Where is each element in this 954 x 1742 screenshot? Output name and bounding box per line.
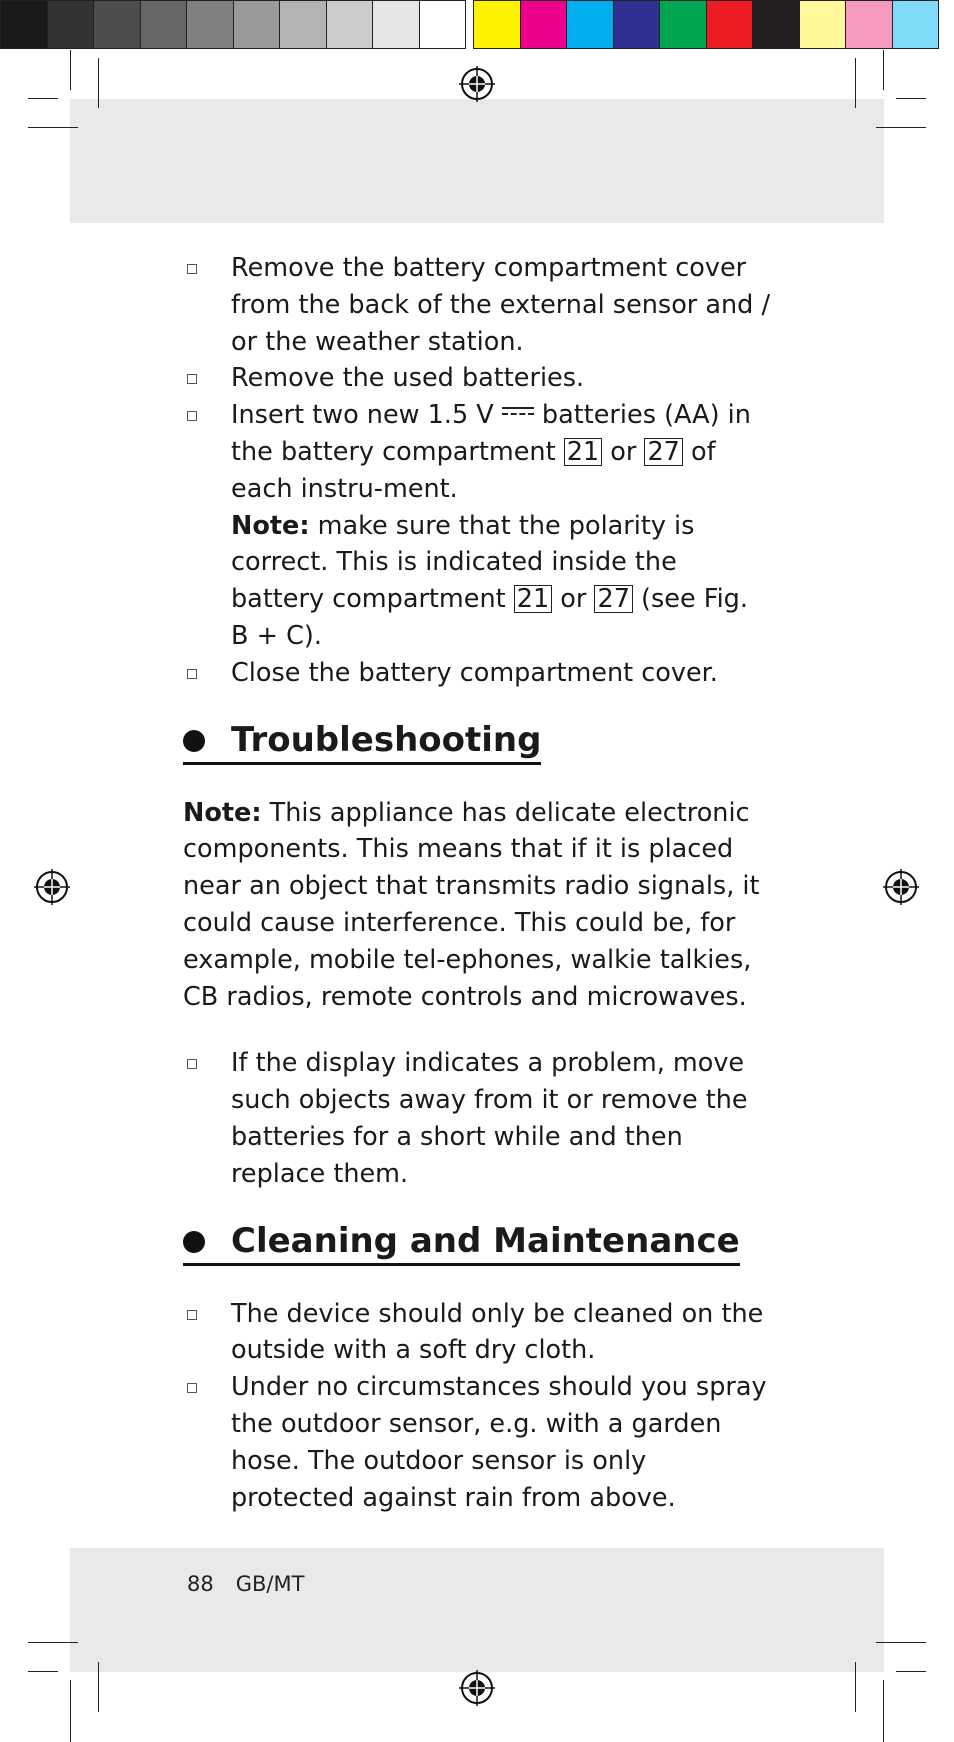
crop-mark [28,98,58,99]
color-swatch [0,0,48,49]
checkbox-icon [187,1310,197,1320]
page-content [183,250,773,1516]
page-footer [187,1572,326,1596]
checkbox-icon [187,1383,197,1393]
color-swatch [659,0,707,49]
language-code: GB/MT [235,1572,305,1596]
page-number: 88 [187,1572,214,1596]
checkbox-icon [187,669,197,679]
color-swatch [419,0,467,49]
crop-mark [883,50,884,90]
reference-number: 21 [564,438,602,466]
troubleshooting-note: Note: This appliance has delicate electronic components. This means that if it is placed near an object that transmits radio signals, it could cause interference. This could be, for example, mobile tel-ephones, walkie talkies, CB radios, remote controls and microwaves. [183,797,760,1012]
color-swatch [233,0,281,49]
reference-number: 27 [594,585,632,613]
crop-mark [883,1680,884,1742]
crop-mark [98,1662,99,1712]
color-swatch [706,0,754,49]
dc-symbol-icon [502,407,534,419]
registration-mark-icon [459,66,495,102]
crop-mark [855,1662,856,1712]
crop-mark [855,58,856,108]
color-swatch [473,0,521,49]
registration-mark-icon [459,1670,495,1706]
color-swatch [845,0,893,49]
header-band [70,99,884,223]
crop-mark [70,1680,71,1742]
color-swatch [613,0,661,49]
list-item-insert-batteries: Insert two new 1.5 V batteries (AA) in the battery compartment 21 or 27 of each instru-ment. Note: make sure that the polarity is correct. This is indicated inside the battery compartment 21 or 27 (see Fig. B + C). [183,397,773,655]
crop-mark [28,1642,78,1643]
crop-mark [896,98,926,99]
color-swatch [566,0,614,49]
color-swatch [279,0,327,49]
color-swatch [326,0,374,49]
list-item: Remove the used batteries. [183,360,773,397]
color-swatch [520,0,568,49]
color-swatch [892,0,940,49]
color-swatch [93,0,141,49]
reference-number: 21 [514,585,552,613]
bullet-dot-icon [183,1231,205,1253]
reference-number: 27 [644,438,682,466]
color-swatch [372,0,420,49]
crop-mark [876,1642,926,1643]
checkbox-icon [187,374,197,384]
list-item: Close the battery compartment cover. [183,655,773,692]
crop-mark [28,1671,58,1672]
checkbox-icon [187,1059,197,1069]
color-swatch [752,0,800,49]
list-item: The device should only be cleaned on the outside with a soft dry cloth. [183,1296,773,1370]
checkbox-icon [187,264,197,274]
color-swatch [799,0,847,49]
registration-mark-icon [34,869,70,905]
checkbox-icon [187,411,197,421]
list-item: If the display indicates a problem, move such objects away from it or remove the batteries for a short while and then replace them. [183,1045,773,1192]
crop-mark [896,1671,926,1672]
crop-mark [876,127,926,128]
footer-band [70,1548,884,1672]
crop-mark [98,58,99,108]
crop-mark [28,127,78,128]
crop-mark [70,50,71,90]
color-swatch [140,0,188,49]
section-heading-troubleshooting: Troubleshooting [183,720,541,765]
color-calibration-bar [0,0,954,50]
color-swatch [47,0,95,49]
list-item: Remove the battery compartment cover from the back of the external sensor and / or the weather station. [183,250,773,360]
registration-mark-icon [883,869,919,905]
polarity-note: Note: make sure that the polarity is correct. This is indicated inside the battery compartment 21 or 27 (see Fig. B + C). [231,510,748,651]
list-item: Under no circumstances should you spray the outdoor sensor, e.g. with a garden hose. The outdoor sensor is only protected against rain from above. [183,1369,773,1516]
color-swatch [186,0,234,49]
section-heading-cleaning: Cleaning and Maintenance [183,1221,740,1266]
bullet-dot-icon [183,730,205,752]
